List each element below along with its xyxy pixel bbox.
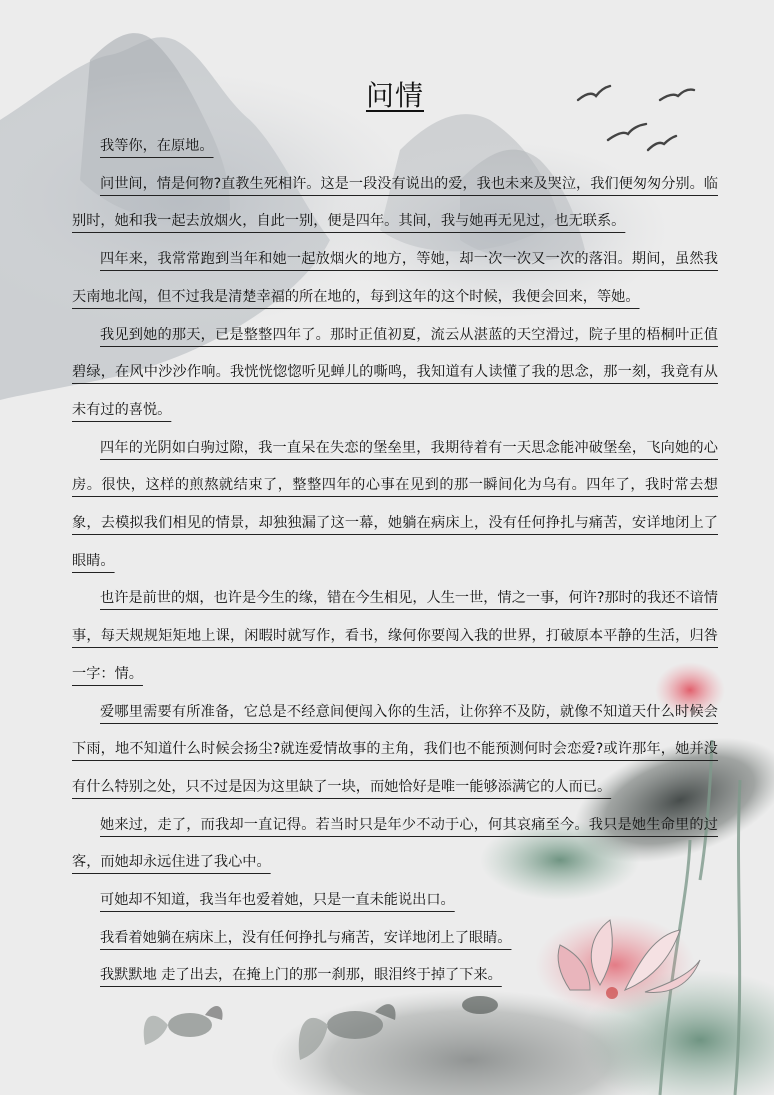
paragraph-text: 我等你，在原地。	[100, 138, 214, 154]
paragraph	[72, 128, 718, 166]
paragraph-text: 她来过，走了，而我却一直记得。若当时只是年少不动于心，何其哀痛至今。我只是她生命里的过客，而她却永远住进了我心中。	[72, 816, 718, 871]
page-title: 问情	[365, 79, 424, 112]
paragraph-text: 爱哪里需要有所准备，它总是不经意间便闯入你的生活，让你猝不及防，就像不知道天什么时候会下雨，地不知道什么时候会扬尘?就连爱情故事的主角，我们也不能预测何时会恋爱?或许那年，她并没有什么特别之处，只不过是因为这里缺了一块，而她恰好是唯一能够添满它的人而已。	[72, 703, 718, 795]
article-body	[72, 128, 718, 995]
paragraph	[72, 580, 718, 693]
paragraph	[72, 241, 718, 316]
paragraph-text: 我见到她的那天，已是整整四年了。那时正值初夏，流云从湛蓝的天空滑过，院子里的梧桐叶正值碧绿，在风中沙沙作响。我恍恍惚惚听见蝉儿的嘶鸣，我知道有人读懂了我的思念，那一刻，我竟有从未有过的喜悦。	[72, 326, 718, 418]
paragraph	[72, 807, 718, 882]
paragraph-text: 可她却不知道，我当年也爱着她，只是一直未能说出口。	[100, 892, 455, 909]
paragraph	[72, 694, 718, 807]
paragraph-text: 四年的光阴如白驹过隙，我一直呆在失恋的堡垒里，我期待着有一天思念能冲破堡垒，飞向她的心房。很快，这样的煎熬就结束了，整整四年的心事在见到的那一瞬间化为乌有。四年了，我时常去想象，去模拟我们相见的情景，却独独漏了这一幕，她躺在病床上，没有任何挣扎与痛苦，安详地闭上了眼睛。	[72, 439, 718, 569]
paragraph	[72, 882, 718, 920]
paragraph	[72, 166, 718, 241]
paragraph-text: 也许是前世的烟，也许是今生的缘，错在今生相见，人生一世，情之一事，何许?那时的我还不谙情事，每天规规矩矩地上课，闲暇时就写作，看书，缘何你要闯入我的世界，打破原本平静的生活，归咎一字：情。	[72, 590, 718, 682]
paragraph	[72, 957, 718, 995]
paragraph-text: 我看着她躺在病床上，没有任何挣扎与痛苦，安详地闭上了眼睛。	[100, 929, 512, 946]
paragraph-text: 问世间，情是何物?直教生死相许。这是一段没有说出的爱，我也未来及哭泣，我们便匆匆分别。临别时，她和我一起去放烟火，自此一别，便是四年。其间，我与她再无见过，也无联系。	[72, 175, 718, 230]
paragraph	[72, 317, 718, 430]
paragraph-text: 我默默地 走了出去，在掩上门的那一刹那，眼泪终于掉了下来。	[100, 967, 502, 984]
paragraph	[72, 920, 718, 958]
paragraph	[72, 430, 718, 581]
paragraph-text: 四年来，我常常跑到当年和她一起放烟火的地方，等她，却一次一次又一次的落泪。期间，虽然我天南地北闯，但不过我是清楚幸福的所在地的，每到这年的这个时候，我便会回来，等她。	[72, 251, 718, 305]
